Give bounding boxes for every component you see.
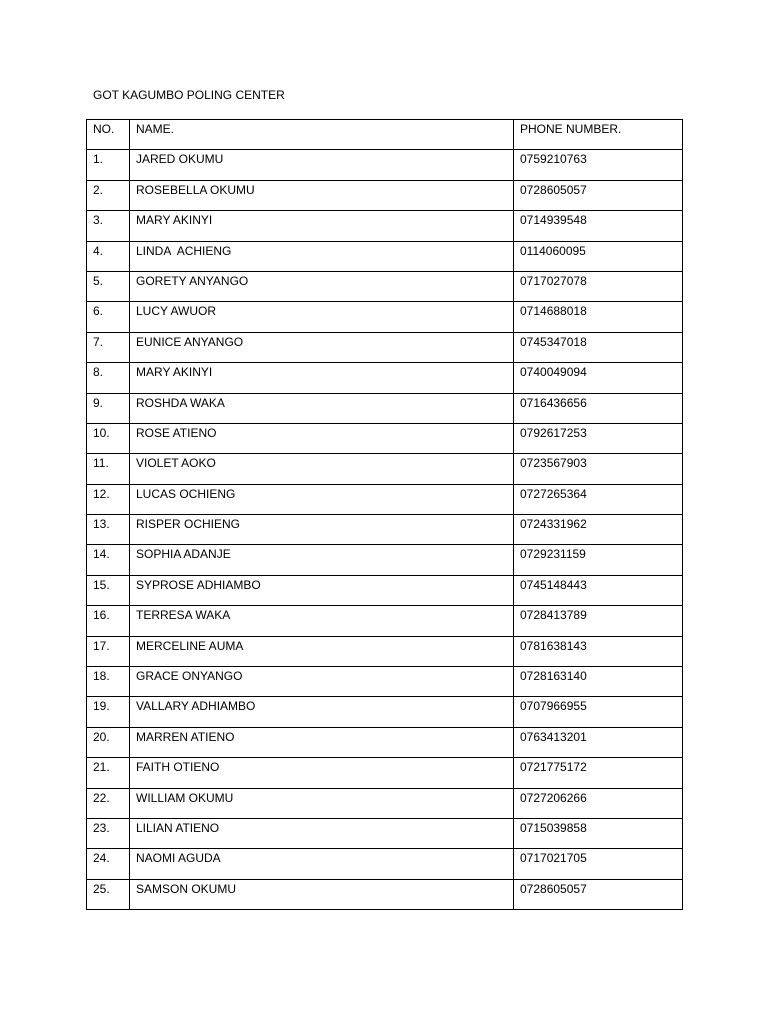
- row-phone: 0716436656: [520, 395, 587, 410]
- row-phone-cell: [514, 879, 683, 909]
- table-row: [87, 332, 683, 362]
- row-phone-cell: [514, 667, 683, 697]
- row-number: 24.: [93, 851, 110, 866]
- row-phone-cell: [514, 302, 683, 332]
- row-number: 3.: [93, 213, 104, 228]
- row-name-cell: [130, 636, 514, 666]
- row-number-cell: [87, 606, 130, 636]
- row-phone-cell: [514, 271, 683, 301]
- row-name: LUCAS OCHIENG: [136, 486, 236, 501]
- row-name: LINDA ACHIENG: [136, 243, 232, 258]
- row-name-cell: [130, 788, 514, 818]
- row-name-cell: [130, 697, 514, 727]
- row-number-cell: [87, 636, 130, 666]
- row-phone: 0114060095: [520, 243, 586, 258]
- table-row: [87, 393, 683, 423]
- row-name: JARED OKUMU: [136, 152, 224, 167]
- row-phone: 0729231159: [520, 547, 586, 562]
- row-name: LILIAN ATIENO: [136, 820, 220, 835]
- row-name-cell: [130, 332, 514, 362]
- row-number-cell: [87, 454, 130, 484]
- row-name-cell: [130, 575, 514, 605]
- row-phone: 0714688018: [520, 304, 587, 319]
- row-name-cell: [130, 818, 514, 848]
- row-name: MERCELINE AUMA: [136, 638, 244, 653]
- row-phone: 0715039858: [520, 820, 587, 835]
- row-number-cell: [87, 515, 130, 545]
- row-number: 11.: [93, 456, 109, 471]
- row-name-cell: [130, 667, 514, 697]
- row-number-cell: [87, 302, 130, 332]
- row-number-cell: [87, 332, 130, 362]
- row-name-cell: [130, 150, 514, 180]
- table-row: [87, 271, 683, 301]
- row-phone: 0781638143: [520, 638, 587, 653]
- row-number-cell: [87, 849, 130, 879]
- row-number: 18.: [93, 669, 110, 684]
- row-name: ROSE ATIENO: [136, 425, 217, 440]
- row-name: MARY AKINYI: [136, 213, 213, 228]
- table-row: [87, 758, 683, 788]
- row-phone: 0727206266: [520, 790, 587, 805]
- row-number: 7.: [93, 334, 104, 349]
- row-number: 4.: [93, 243, 104, 258]
- row-number-cell: [87, 575, 130, 605]
- table-row: [87, 727, 683, 757]
- row-name: ROSEBELLA OKUMU: [136, 182, 255, 197]
- row-phone-cell: [514, 758, 683, 788]
- row-number-cell: [87, 788, 130, 818]
- table-row: [87, 849, 683, 879]
- row-name: GORETY ANYANGO: [136, 273, 249, 288]
- row-number: 21.: [93, 760, 110, 775]
- row-number: 19.: [93, 699, 110, 714]
- row-name-cell: [130, 849, 514, 879]
- row-phone: 0759210763: [520, 152, 587, 167]
- row-name-cell: [130, 758, 514, 788]
- row-number-cell: [87, 363, 130, 393]
- row-phone: 0717021705: [520, 851, 587, 866]
- row-number-cell: [87, 271, 130, 301]
- row-number: 22.: [93, 790, 110, 805]
- row-phone-cell: [514, 697, 683, 727]
- row-name-cell: [130, 363, 514, 393]
- document-title: GOT KAGUMBO POLING CENTER: [93, 88, 285, 102]
- row-number-cell: [87, 697, 130, 727]
- row-number: 12.: [93, 486, 110, 501]
- row-name-cell: [130, 727, 514, 757]
- table-row: [87, 515, 683, 545]
- row-name-cell: [130, 271, 514, 301]
- row-name-cell: [130, 606, 514, 636]
- row-name: NAOMI AGUDA: [136, 851, 221, 866]
- row-number: 16.: [93, 608, 110, 623]
- row-name: VALLARY ADHIAMBO: [136, 699, 256, 714]
- row-phone-cell: [514, 211, 683, 241]
- row-phone: 0728605057: [520, 182, 587, 197]
- row-name: VIOLET AOKO: [136, 456, 216, 471]
- row-phone: 0724331962: [520, 517, 587, 532]
- row-name: LUCY AWUOR: [136, 304, 217, 319]
- row-phone-cell: [514, 515, 683, 545]
- row-phone-cell: [514, 606, 683, 636]
- row-phone: 0745148443: [520, 577, 587, 592]
- row-name-cell: [130, 302, 514, 332]
- row-phone: 0727265364: [520, 486, 587, 501]
- row-number-cell: [87, 667, 130, 697]
- row-phone-cell: [514, 180, 683, 210]
- row-phone-cell: [514, 423, 683, 453]
- table-row: [87, 302, 683, 332]
- row-name-cell: [130, 241, 514, 271]
- row-number: 25.: [93, 881, 110, 896]
- row-number-cell: [87, 484, 130, 514]
- row-name: SAMSON OKUMU: [136, 881, 237, 896]
- row-phone-cell: [514, 727, 683, 757]
- row-phone: 0707966955: [520, 699, 587, 714]
- row-phone: 0745347018: [520, 334, 587, 349]
- row-number-cell: [87, 241, 130, 271]
- row-phone-cell: [514, 332, 683, 362]
- row-phone: 0763413201: [520, 729, 587, 744]
- row-number: 5.: [93, 273, 104, 288]
- table-body: [87, 120, 683, 910]
- table-row: [87, 575, 683, 605]
- row-phone-cell: [514, 636, 683, 666]
- row-name-cell: [130, 879, 514, 909]
- row-phone: 0721775172: [520, 760, 587, 775]
- table-row: [87, 697, 683, 727]
- row-name-cell: [130, 211, 514, 241]
- row-name: MARY AKINYI: [136, 365, 213, 380]
- row-number-cell: [87, 211, 130, 241]
- table-row: [87, 484, 683, 514]
- row-phone-cell: [514, 545, 683, 575]
- row-number: 8.: [93, 365, 104, 380]
- header-no-label: NO.: [93, 122, 115, 136]
- table-row: [87, 423, 683, 453]
- table-row: [87, 879, 683, 909]
- row-number: 10.: [93, 425, 110, 440]
- table-row: [87, 150, 683, 180]
- row-number: 17.: [93, 638, 110, 653]
- row-name: SYPROSE ADHIAMBO: [136, 577, 261, 592]
- table-row: [87, 636, 683, 666]
- header-cell-name: [130, 120, 514, 150]
- table-row: [87, 606, 683, 636]
- row-name: MARREN ATIENO: [136, 729, 235, 744]
- row-name: ROSHDA WAKA: [136, 395, 225, 410]
- row-phone: 0728605057: [520, 881, 587, 896]
- row-phone-cell: [514, 363, 683, 393]
- row-phone-cell: [514, 788, 683, 818]
- row-number: 15.: [93, 577, 110, 592]
- row-name-cell: [130, 454, 514, 484]
- row-phone-cell: [514, 241, 683, 271]
- row-name-cell: [130, 393, 514, 423]
- row-name: RISPER OCHIENG: [136, 517, 241, 532]
- row-number-cell: [87, 818, 130, 848]
- row-number: 2.: [93, 182, 104, 197]
- table-row: [87, 211, 683, 241]
- row-phone-cell: [514, 484, 683, 514]
- table-row: [87, 545, 683, 575]
- header-cell-phone: [514, 120, 683, 150]
- row-number: 14.: [93, 547, 110, 562]
- row-phone-cell: [514, 393, 683, 423]
- row-name: GRACE ONYANGO: [136, 669, 243, 684]
- row-name-cell: [130, 423, 514, 453]
- row-name: TERRESA WAKA: [136, 608, 231, 623]
- table-row: [87, 818, 683, 848]
- row-name-cell: [130, 515, 514, 545]
- row-phone-cell: [514, 849, 683, 879]
- header-cell-no: [87, 120, 130, 150]
- row-number-cell: [87, 727, 130, 757]
- row-number-cell: [87, 393, 130, 423]
- row-number: 1.: [93, 152, 104, 167]
- row-number: 20.: [93, 729, 110, 744]
- row-number: 6.: [93, 304, 104, 319]
- row-number-cell: [87, 423, 130, 453]
- table-row: [87, 363, 683, 393]
- row-phone-cell: [514, 818, 683, 848]
- row-phone: 0792617253: [520, 425, 587, 440]
- header-phone-label: PHONE NUMBER.: [520, 122, 622, 136]
- table-row: [87, 454, 683, 484]
- row-name: SOPHIA ADANJE: [136, 547, 231, 562]
- row-number-cell: [87, 879, 130, 909]
- row-phone-cell: [514, 575, 683, 605]
- row-phone: 0714939548: [520, 213, 587, 228]
- row-phone-cell: [514, 150, 683, 180]
- row-name: FAITH OTIENO: [136, 760, 220, 775]
- row-number-cell: [87, 758, 130, 788]
- table-row: [87, 667, 683, 697]
- row-number-cell: [87, 545, 130, 575]
- row-phone: 0728163140: [520, 669, 587, 684]
- row-name-cell: [130, 545, 514, 575]
- row-number: 9.: [93, 395, 104, 410]
- row-phone: 0740049094: [520, 365, 587, 380]
- table-row: [87, 180, 683, 210]
- row-name-cell: [130, 484, 514, 514]
- row-number: 13.: [93, 517, 110, 532]
- table-row: [87, 788, 683, 818]
- row-name-cell: [130, 180, 514, 210]
- row-number-cell: [87, 180, 130, 210]
- table-header-row: [87, 120, 683, 150]
- row-phone: 0728413789: [520, 608, 587, 623]
- row-name: EUNICE ANYANGO: [136, 334, 244, 349]
- row-number-cell: [87, 150, 130, 180]
- row-phone: 0723567903: [520, 456, 587, 471]
- row-phone-cell: [514, 454, 683, 484]
- header-name-label: NAME.: [136, 122, 175, 136]
- contact-table: [86, 119, 683, 910]
- row-phone: 0717027078: [520, 273, 587, 288]
- table-row: [87, 241, 683, 271]
- row-number: 23.: [93, 820, 110, 835]
- row-name: WILLIAM OKUMU: [136, 790, 234, 805]
